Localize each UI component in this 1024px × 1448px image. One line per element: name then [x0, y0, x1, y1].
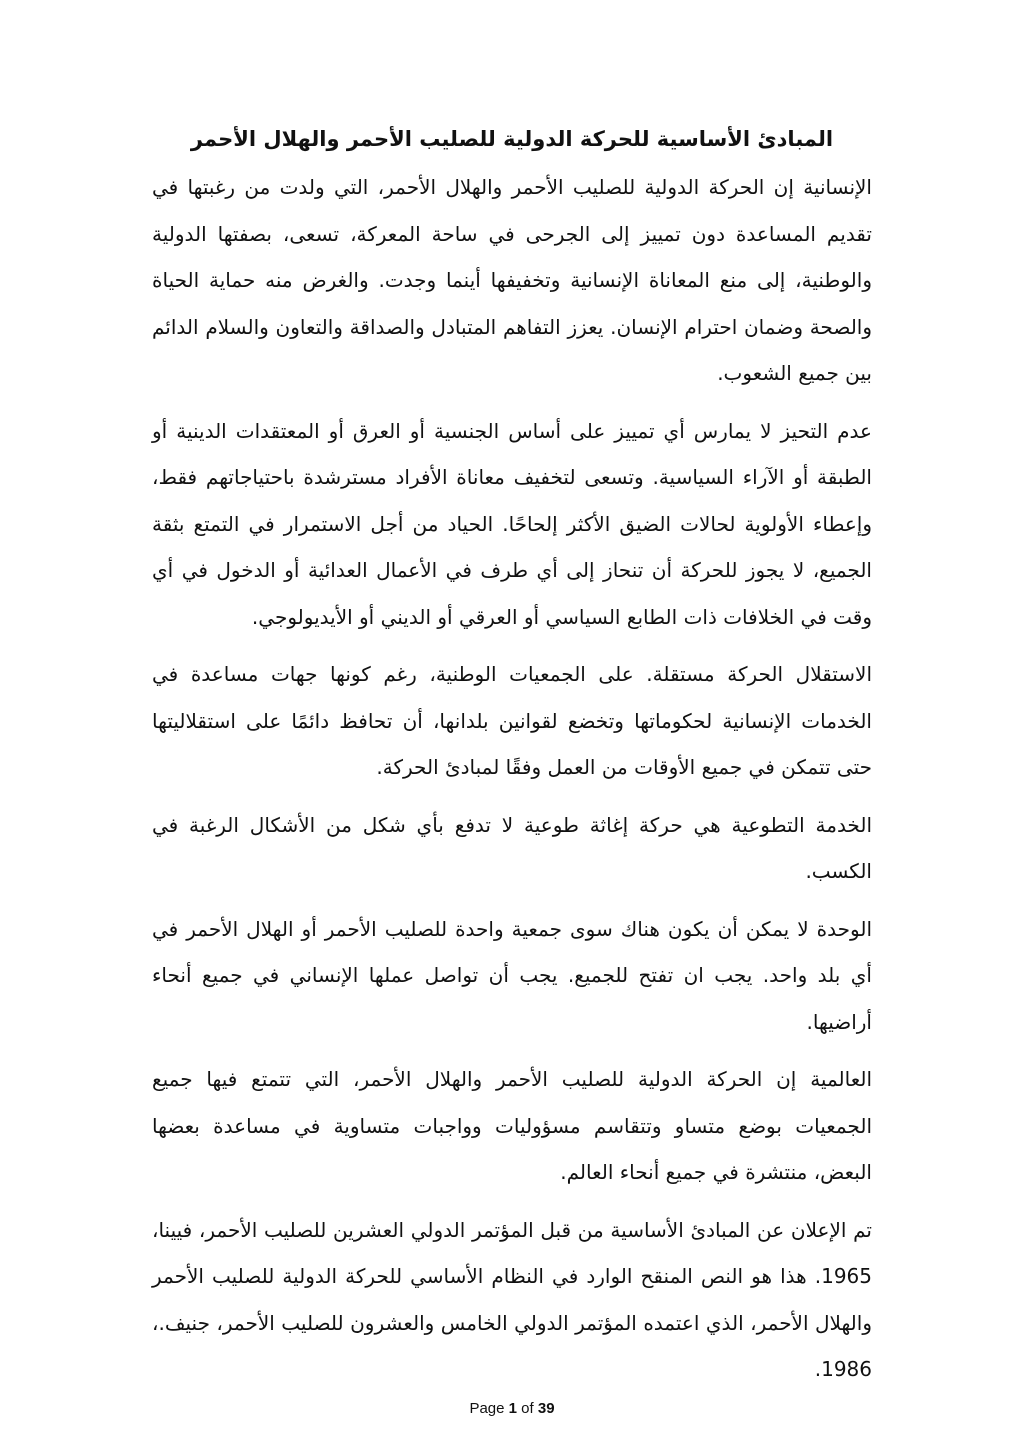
document-body [152, 116, 872, 1404]
total-pages-number: 39 [537, 1400, 555, 1417]
page-label: Page [469, 1400, 505, 1417]
paragraph-unity: الوحدة لا يمكن أن يكون هناك سوى جمعية واحدة للصليب الأحمر أو الهلال الأحمر في أي بلد واحد. يجب ان تفتح للجميع. يجب أن تواصل عملها الإنساني في جميع أنحاء أراضيها. [152, 916, 872, 1034]
paragraph-humanity: الإنسانية إن الحركة الدولية للصليب الأحمر والهلال الأحمر، التي ولدت من رغبتها في تقديم المساعدة دون تمييز إلى الجرحى في ساحة المعركة، تسعى، بصفتها الدولية والوطنية، إلى منع المعاناة الإنسانية وتخفيفها أينما وجدت. والغرض منه حماية الحياة والصحة وضمان احترام الإنسان. يعزز التفاهم المتبادل والصداقة والتعاون والسلام الدائم بين جميع الشعوب. [152, 175, 872, 385]
document-title: المبادئ الأساسية للحركة الدولية للصليب الأحمر والهلال الأحمر [190, 127, 834, 151]
paragraph-proclamation-note: تم الإعلان عن المبادئ الأساسية من قبل المؤتمر الدولي العشرين للصليب الأحمر، فيينا، 1965. هذا هو النص المنقح الوارد في النظام الأساسي للحركة الدولية للصليب الأحمر والهلال الأحمر، الذي اعتمده المؤتمر الدولي الخامس والعشرون للصليب الأحمر، جنيف.، 1986. [152, 1217, 872, 1381]
paragraph-voluntary-service: الخدمة التطوعية هي حركة إغاثة طوعية لا تدفع بأي شكل من الأشكال الرغبة في الكسب. [152, 812, 872, 883]
paragraph-impartiality-neutrality: عدم التحيز لا يمارس أي تمييز على أساس الجنسية أو العرق أو المعتقدات الدينية أو الطبقة أو الآراء السياسية. وتسعى لتخفيف معاناة الأفراد مسترشدة باحتياجاتهم فقط، وإعطاء الأولوية لحالات الضيق الأكثر إلحاحًا. الحياد من أجل الاستمرار في التمتع بثقة الجميع، لا يجوز للحركة أن تنحاز إلى أي طرف في الأعمال العدائية أو الدخول في أي وقت في الخلافات ذات الطابع السياسي أو العرقي أو الديني أو الأيديولوجي. [152, 418, 872, 629]
paragraph-universality: العالمية إن الحركة الدولية للصليب الأحمر والهلال الأحمر، التي تتمتع فيها جميع الجمعيات بوضع متساو وتتقاسم مسؤوليات وواجبات متساوية في مساعدة بعضها البعض، منتشرة في جميع أنحاء العالم. [152, 1067, 872, 1184]
page-footer [0, 1400, 1024, 1417]
of-label: of [521, 1400, 534, 1417]
paragraph-independence: الاستقلال الحركة مستقلة. على الجمعيات الوطنية، رغم كونها جهات مساعدة في الخدمات الإنسانية لحكوماتها وتخضع لقوانين بلدانها، أن تحافظ دائمًا على استقلاليتها حتى تتمكن في جميع الأوقات من العمل وفقًا لمبادئ الحركة. [152, 662, 872, 779]
current-page-number: 1 [508, 1400, 517, 1417]
